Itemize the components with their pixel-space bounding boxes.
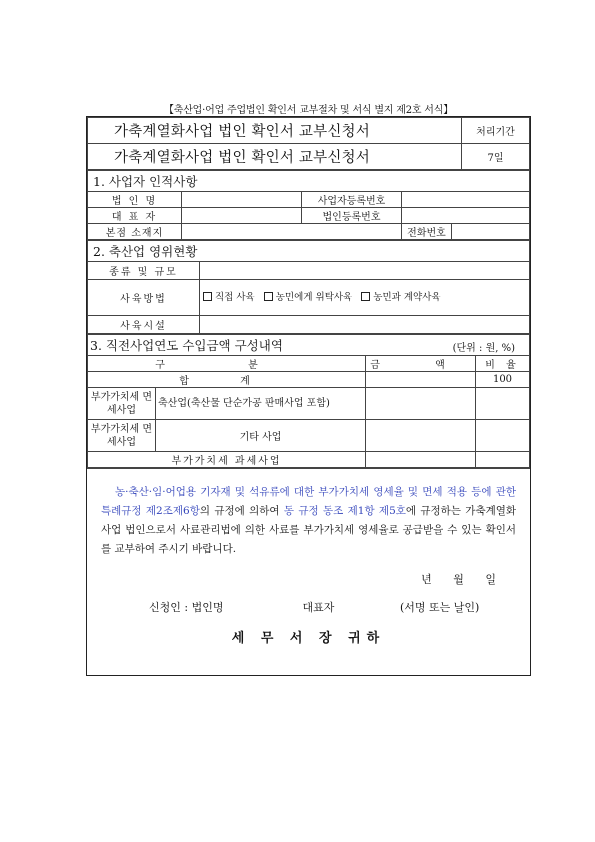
option-contract-label: 농민과 계약사육 — [373, 292, 441, 303]
corp-reg-label: 법인등록번호 — [302, 208, 402, 224]
other-amount-field[interactable] — [366, 420, 476, 452]
rep-label: 대표자 — [302, 601, 335, 614]
facilities-label: 사육시설 — [88, 316, 200, 334]
section1-heading: 1. 사업자 인적사항 — [88, 171, 530, 192]
unit-label: (단위 : 원, %) — [452, 343, 515, 354]
regulation-ref-2: 동 규정 동조 제1항 제5호 — [283, 505, 406, 517]
application-form — [86, 116, 531, 676]
kind-scale-label: 종류 및 규모 — [88, 262, 200, 280]
biz-reg-label: 사업자등록번호 — [302, 192, 402, 208]
form-title-line2: 가축계열화사업 법인 확인서 교부신청서 — [88, 144, 462, 170]
corp-name-field[interactable] — [182, 192, 302, 208]
other-business-label: 기타 사업 — [156, 420, 366, 452]
taxable-amount-field[interactable] — [366, 452, 476, 468]
section1-table — [87, 170, 530, 240]
hq-location-label: 본점 소재지 — [88, 224, 182, 240]
biz-reg-field[interactable] — [402, 192, 530, 208]
corp-reg-field[interactable] — [402, 208, 530, 224]
declaration-block — [87, 468, 530, 646]
checkbox-contract[interactable] — [361, 292, 370, 301]
col-category: 구 분 — [88, 356, 366, 372]
form-caption: 【축산업·어업 주업법인 확인서 교부절차 및 서식 별지 제2호 서식】 — [163, 105, 454, 116]
title-table — [87, 117, 530, 170]
total-ratio: 100 — [476, 372, 530, 388]
total-label: 합 계 — [88, 372, 366, 388]
declaration-part-1: 의 규정에 의하여 — [199, 505, 284, 517]
option-consign-label: 농민에게 위탁사육 — [275, 292, 353, 303]
option-direct-label: 직접 사육 — [215, 292, 255, 303]
section2-heading: 2. 축산업 영위현황 — [88, 241, 530, 262]
taxable-ratio-field[interactable] — [476, 452, 530, 468]
hq-location-field[interactable] — [182, 224, 402, 240]
raising-method-label: 사육방법 — [88, 280, 200, 316]
date-line: 년 월 일 — [421, 573, 496, 586]
option-consign[interactable] — [264, 292, 352, 303]
processing-period-label: 처리기간 — [462, 118, 530, 144]
signature-line — [87, 599, 530, 615]
checkbox-consign[interactable] — [264, 292, 273, 301]
declaration-part-2: 에 규정하는 가축계열화사업 법인으로서 사료관리법에 의한 사료를 부가가치세 영세율로 공급받을 수 있는 확인서를 교부하여 주시기 바랍니다. — [101, 505, 517, 555]
col-ratio: 비 율 — [476, 356, 530, 372]
other-ratio-field[interactable] — [476, 420, 530, 452]
representative-label: 대 표 자 — [88, 208, 182, 224]
section2-table — [87, 240, 530, 334]
total-amount-field[interactable] — [366, 372, 476, 388]
signature-label: (서명 또는 날인) — [400, 601, 480, 614]
phone-label: 전화번호 — [402, 224, 452, 240]
livestock-amount-field[interactable] — [366, 388, 476, 420]
representative-field[interactable] — [182, 208, 302, 224]
processing-period-value: 7일 — [462, 144, 530, 170]
livestock-ratio-field[interactable] — [476, 388, 530, 420]
exempt-label-1: 부가가치세 면세사업 — [88, 388, 156, 420]
taxable-label: 부가가치세 과세사업 — [88, 452, 366, 468]
section3-heading: 3. 직전사업연도 수입금액 구성내역 — [90, 338, 283, 353]
declaration-text — [87, 469, 530, 559]
exempt-label-2: 부가가치세 면세사업 — [88, 420, 156, 452]
corp-name-label: 법 인 명 — [88, 192, 182, 208]
addressee: 세 무 서 장 귀하 — [231, 631, 386, 646]
kind-scale-field[interactable] — [200, 262, 530, 280]
option-contract[interactable] — [361, 292, 440, 303]
livestock-label: 축산업(축산물 단순가공 판매사업 포함) — [156, 388, 366, 420]
raising-method-options — [200, 280, 530, 316]
phone-field[interactable] — [452, 224, 530, 240]
option-direct[interactable] — [203, 292, 255, 303]
checkbox-direct[interactable] — [203, 292, 212, 301]
applicant-label: 신청인 : 법인명 — [149, 601, 224, 614]
col-amount: 금 액 — [366, 356, 476, 372]
facilities-field[interactable] — [200, 316, 530, 334]
section3-heading-cell — [88, 335, 530, 356]
section3-table — [87, 334, 530, 468]
form-title-line1: 가축계열화사업 법인 확인서 교부신청서 — [88, 118, 462, 144]
regulation-ref-1: 농·축산·임·어업용 기자재 및 석유류에 대한 부가가치세 영세율 및 면세 적용 등에 관한 특례규정 제2조제6항 — [101, 486, 516, 517]
